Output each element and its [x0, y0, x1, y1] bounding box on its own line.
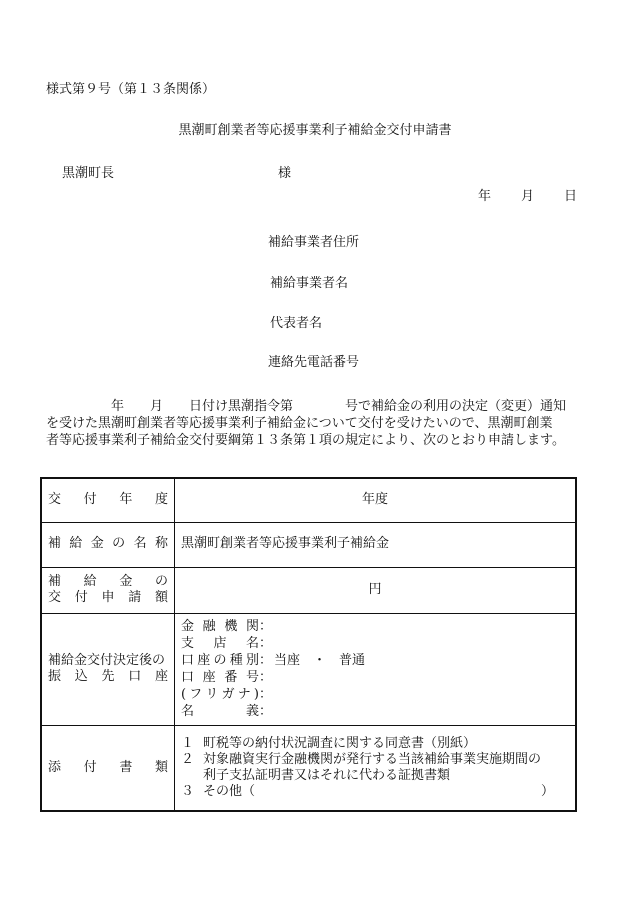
- label-char: 給: [69, 536, 83, 552]
- table-row-attachments: [41, 725, 576, 811]
- addressee: 黒潮町長: [62, 166, 115, 181]
- table-row-fiscal-year: [41, 478, 576, 522]
- applicant-name-label: 補給事業者名: [270, 276, 349, 291]
- account-field-key-char: 座: [202, 670, 216, 685]
- application-table: [40, 477, 577, 812]
- table-row-amount: [41, 567, 576, 613]
- label-char: 額: [154, 590, 168, 605]
- account-field-key-char: 支: [181, 636, 195, 651]
- date-month-label: 月: [521, 189, 535, 204]
- account-field-key-char: ガ: [221, 687, 235, 702]
- account-field-row: [181, 669, 569, 686]
- label-char: の: [112, 536, 126, 552]
- label-chars: [48, 574, 168, 590]
- label-char: 補: [48, 573, 62, 589]
- account-field-colon: ：: [259, 653, 273, 668]
- date-line: [478, 189, 577, 205]
- table-row-account: [41, 613, 576, 725]
- account-field-value: 当座 ・ 普通: [274, 653, 366, 668]
- label-char: の: [154, 573, 168, 589]
- label-char: 添: [48, 759, 62, 775]
- form-number: 様式第９号（第１３条関係）: [46, 82, 216, 97]
- label-char: 交: [48, 492, 62, 508]
- account-field-row: [181, 635, 569, 652]
- account-field-key-char: リ: [205, 687, 219, 702]
- account-field-key-char: 号: [245, 670, 259, 685]
- account-field-key: [181, 669, 259, 686]
- account-field-key-char: 機: [224, 619, 238, 634]
- account-field-colon: ：: [259, 704, 273, 719]
- label-char: 込: [74, 669, 88, 684]
- label-char: 口: [128, 669, 142, 684]
- body-line-2: を受けた黒潮町創業者等応援事業利子補給金について交付を受けたいので、黒潮町創業: [46, 416, 553, 431]
- account-label-line-1: 補給金交付決定後の: [48, 652, 166, 668]
- attachments-label: [41, 725, 175, 811]
- attachment-number: ３: [181, 783, 195, 799]
- label-char: 振: [48, 669, 62, 684]
- body-line-1: 年 月 日付け黒潮指令第 号で補給金の利用の決定（変更）通知: [46, 399, 567, 414]
- label-char: 請: [128, 590, 142, 605]
- attachment-text: その他（ ）: [203, 783, 555, 799]
- label-char: 度: [154, 492, 168, 508]
- table-row-grant-name: [41, 522, 576, 567]
- label-char: 付: [83, 759, 97, 775]
- grant-name-label: [41, 522, 175, 567]
- amount-label: [41, 567, 175, 613]
- attachment-item: [181, 784, 569, 800]
- label-char: 申: [101, 590, 115, 605]
- attachment-text: 対象融資実行金融機関が発行する当該補給事業実施期間の: [203, 751, 542, 767]
- attachment-item: [181, 736, 569, 752]
- account-field-key-char: 名: [181, 704, 195, 719]
- account-field-key-char: ): [253, 687, 259, 702]
- label-char: 付: [74, 590, 88, 605]
- attachment-text: 利子支払証明書又はそれに代わる証拠書類: [203, 767, 451, 783]
- date-year-label: 年: [478, 189, 492, 204]
- label-chars: [48, 590, 168, 606]
- amount-value: 円: [175, 567, 577, 613]
- account-field-key-char: 種: [229, 653, 243, 668]
- attachment-number: [181, 768, 203, 784]
- label-char: 交: [48, 590, 62, 605]
- label-char: 付: [83, 492, 97, 508]
- label-char: 金: [90, 536, 104, 552]
- attachment-item: [181, 752, 569, 768]
- account-field-key-char: 融: [202, 619, 216, 634]
- account-field-key-char: 関: [245, 619, 259, 634]
- account-field-key-char: 別: [245, 653, 259, 668]
- label-char: 先: [101, 669, 115, 684]
- grant-name-value: 黒潮町創業者等応援事業利子補給金: [175, 522, 577, 567]
- account-field-key-char: (: [181, 687, 187, 702]
- representative-label: 代表者名: [270, 316, 323, 331]
- label-chars: [48, 669, 168, 685]
- body-line-3: 者等応援事業利子補給金交付要綱第１３条第１項の規定により、次のとおり申請します。: [46, 433, 565, 448]
- account-fields: [175, 613, 577, 725]
- account-field-key-char: 名: [245, 636, 259, 651]
- account-field-key-char: 口: [181, 653, 195, 668]
- account-field-key-char: の: [213, 653, 227, 668]
- account-field-key: [181, 635, 259, 652]
- account-field-colon: ：: [259, 619, 273, 634]
- label-chars: [48, 492, 168, 508]
- document-title: 黒潮町創業者等応援事業利子補給金交付申請書: [178, 123, 452, 138]
- account-field-row: [181, 686, 569, 703]
- label-char: 書: [119, 759, 133, 775]
- label-char: 称: [154, 536, 168, 552]
- phone-label: 連絡先電話番号: [268, 355, 360, 370]
- attachment-number: １: [181, 735, 195, 751]
- account-field-colon: ：: [259, 687, 273, 702]
- account-field-row: [181, 618, 569, 635]
- label-chars: [48, 760, 168, 776]
- account-field-colon: ：: [259, 670, 273, 685]
- account-field-key-char: 店: [213, 636, 227, 651]
- fiscal-year-value: 年度: [175, 478, 577, 522]
- applicant-address-label: 補給事業者住所: [268, 235, 360, 250]
- label-char: 名: [133, 536, 147, 552]
- account-field-key: [181, 686, 259, 703]
- account-field-key: [181, 618, 259, 635]
- attachment-text: 町税等の納付状況調査に関する同意書（別紙）: [203, 735, 477, 751]
- account-field-key-char: 番: [224, 670, 238, 685]
- label-char: 座: [154, 669, 168, 684]
- account-field-key-char: フ: [189, 687, 203, 702]
- account-field-key-char: 金: [181, 619, 195, 634]
- attachments-list: [175, 725, 577, 811]
- honorific: 様: [278, 166, 292, 181]
- account-field-key-char: 座: [197, 653, 211, 668]
- account-field-colon: ：: [259, 636, 273, 651]
- account-field-key-char: ナ: [237, 687, 251, 702]
- date-day-label: 日: [564, 189, 578, 204]
- attachment-number: ２: [181, 751, 195, 767]
- account-label: [41, 613, 175, 725]
- label-char: 補: [48, 536, 62, 552]
- fiscal-year-label: [41, 478, 175, 522]
- label-char: 年: [119, 492, 133, 508]
- application-body: [46, 398, 586, 449]
- label-char: 給: [83, 573, 97, 589]
- account-field-key: [181, 703, 259, 720]
- account-field-key-char: 義: [245, 704, 259, 719]
- label-char: 金: [119, 573, 133, 589]
- label-chars: [48, 536, 168, 552]
- label-char: 類: [154, 759, 168, 775]
- account-field-row: [181, 652, 569, 669]
- account-field-key: [181, 652, 259, 669]
- account-field-key-char: 口: [181, 670, 195, 685]
- account-field-row: [181, 703, 569, 720]
- attachment-item: [181, 768, 569, 784]
